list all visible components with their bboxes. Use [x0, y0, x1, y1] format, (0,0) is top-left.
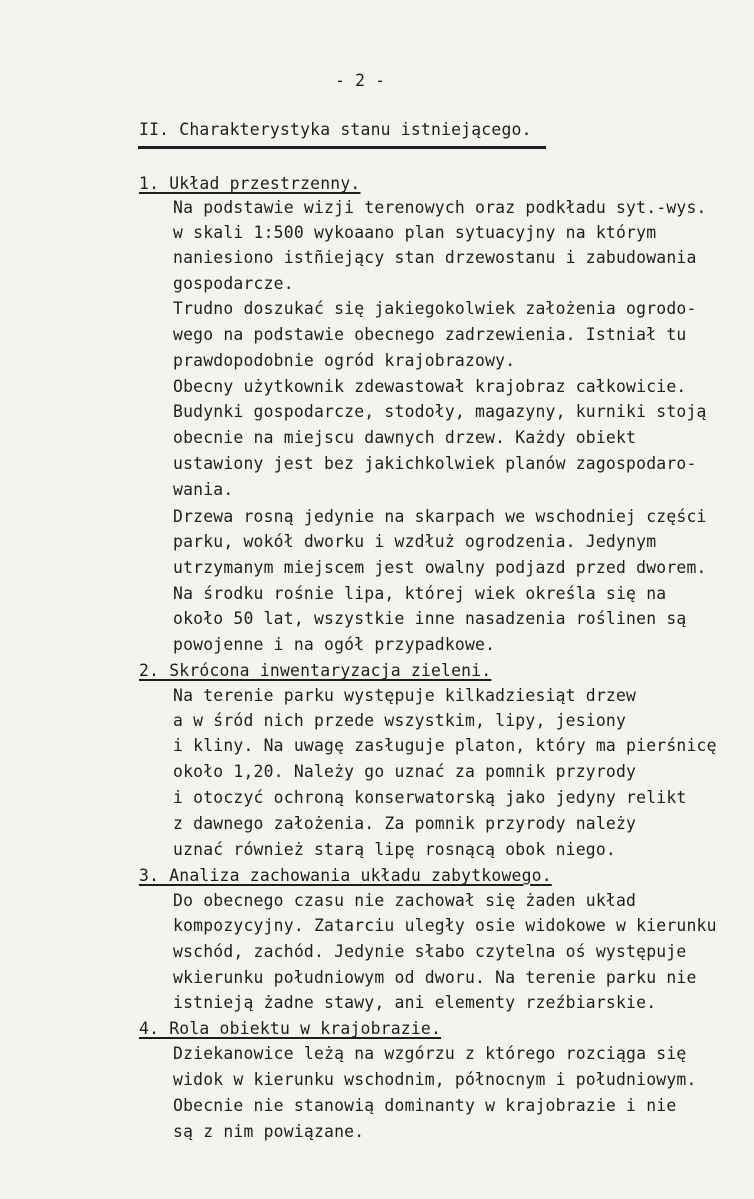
text-line: istnieją żadne stawy, ani elementy rzeźbiarskie. — [173, 993, 657, 1012]
page-number: - 2 - — [335, 71, 386, 90]
section-heading: 4. Rola obiektu w krajobrazie. — [139, 1019, 442, 1038]
text-line: kompozycyjny. Zatarciu uległy osie widokowe w kierunku — [173, 916, 717, 935]
text-line: wschód, zachód. Jedynie słabo czytelna oś występuje — [173, 942, 687, 961]
text-line: powojenne i na ogół przypadkowe. — [173, 635, 496, 654]
text-line: obecnie na miejscu dawnych drzew. Każdy obiekt — [173, 428, 637, 447]
text-line: Na środku rośnie lipa, której wiek określa się na — [173, 584, 667, 603]
text-line: Trudno doszukać się jakiegokolwiek założenia ogrodo- — [173, 299, 697, 318]
text-line: około 1,20. Należy go uznać za pomnik przyrody — [173, 762, 637, 781]
text-line: parku, wokół dworku i wzdłuż ogrodzenia. Jedynym — [173, 532, 657, 551]
text-line: Na podstawie wizji terenowych oraz podkładu syt.-wys. — [173, 198, 707, 217]
text-line: są z nim powiązane. — [173, 1122, 365, 1141]
text-line: Obecny użytkownik zdewastował krajobraz całkowicie. — [173, 377, 687, 396]
text-line: naniesiono istñiejący stan drzewostanu i zabudowania — [173, 248, 697, 267]
document-title: II. Charakterystyka stanu istniejącego. — [139, 120, 532, 139]
text-line: utrzymanym miejscem jest owalny podjazd przed dworem. — [173, 558, 707, 577]
text-line: Drzewa rosną jedynie na skarpach we wschodniej części — [173, 507, 707, 526]
text-line: i kliny. Na uwagę zasługuje platon, który ma pierśnicę — [173, 736, 717, 755]
text-line: z dawnego założenia. Za pomnik przyrody należy — [173, 814, 637, 833]
text-line: widok w kierunku wschodnim, północnym i południowym. — [173, 1070, 697, 1089]
text-line: Na terenie parku występuje kilkadziesiąt drzew — [173, 686, 637, 705]
text-line: gospodarcze. — [173, 274, 294, 293]
text-line: i otoczyć ochroną konserwatorską jako jedyny relikt — [173, 788, 687, 807]
section-heading: 3. Analiza zachowania układu zabytkowego. — [139, 866, 552, 885]
text-line: wego na podstawie obecnego zadrzewienia. Istniał tu — [173, 325, 687, 344]
text-line: wkierunku południowym od dworu. Na terenie parku nie — [173, 968, 697, 987]
text-line: Do obecnego czasu nie zachował się żaden układ — [173, 891, 637, 910]
text-line: Dziekanowice leżą na wzgórzu z którego rozciąga się — [173, 1044, 687, 1063]
text-line: około 50 lat, wszystkie inne nasadzenia roślinen są — [173, 609, 687, 628]
text-line: prawdopodobnie ogród krajobrazowy. — [173, 351, 516, 370]
text-line: uznać również starą lipę rosnącą obok niego. — [173, 840, 616, 859]
title-underline — [138, 146, 546, 149]
section-heading: 1. Układ przestrzenny. — [139, 174, 361, 193]
section-heading: 2. Skrócona inwentaryzacja zieleni. — [139, 661, 492, 680]
text-line: Budynki gospodarcze, stodoły, magazyny, kurniki stoją — [173, 402, 707, 421]
text-line: ustawiony jest bez jakichkolwiek planów zagospodaro- — [173, 454, 697, 473]
text-line: Obecnie nie stanowią dominanty w krajobrazie i nie — [173, 1096, 677, 1115]
text-line: w skali 1:500 wykoaano plan sytuacyjny na którym — [173, 223, 657, 242]
text-line: a w śród nich przede wszystkim, lipy, jesiony — [173, 711, 627, 730]
text-line: wania. — [173, 480, 234, 499]
